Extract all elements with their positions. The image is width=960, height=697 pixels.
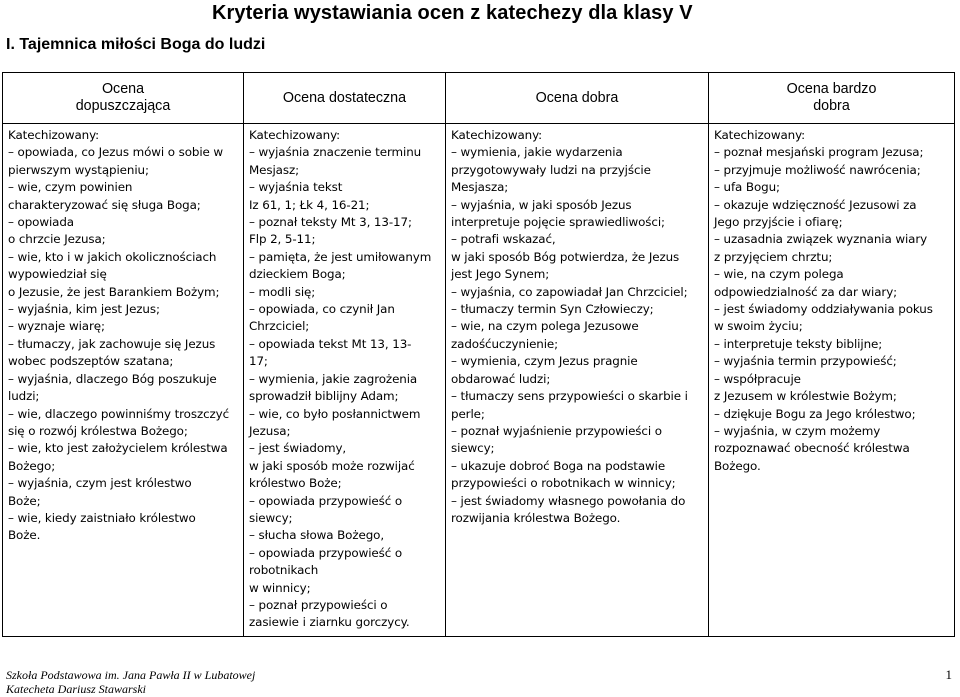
criteria-line: – wie, kiedy zaistniało królestwo [8, 510, 196, 525]
criteria-line: Katechizowany: [714, 128, 806, 142]
criteria-line: – wymienia, jakie zagrożenia [249, 371, 418, 386]
criteria-line: Bożego. [714, 458, 761, 473]
section-title: I. Tajemnica miłości Boga do ludzi [6, 36, 266, 53]
criteria-line: Boże. [8, 528, 41, 543]
criteria-line: 17; [249, 354, 268, 369]
criteria-line: Jego przyjście i ofiarę; [714, 215, 843, 230]
criteria-line: – tłumaczy termin Syn Człowieczy; [451, 302, 654, 317]
criteria-line: – potrafi wskazać, [451, 232, 556, 247]
criteria-line: o chrzcie Jezusa; [8, 232, 106, 247]
criteria-line: wobec podszeptów szatana; [8, 354, 174, 369]
header-grade-sufficient [3, 73, 244, 124]
criteria-line: w swoim życiu; [714, 319, 803, 334]
criteria-line: – opowiada tekst Mt 13, 13- [249, 336, 412, 351]
criteria-line: się o rozwój królestwa Bożego; [8, 423, 188, 438]
footer-school-name: Szkoła Podstawowa im. Jana Pawła II w Lubatowej [6, 668, 256, 682]
criteria-line: zadośćuczynienie; [451, 336, 559, 351]
criteria-line: – przyjmuje możliwość nawrócenia; [714, 162, 921, 177]
criteria-cell-good [446, 124, 709, 637]
criteria-line: Jezusa; [249, 423, 291, 438]
criteria-line: pierwszym wystąpieniu; [8, 162, 149, 177]
criteria-line: Bożego; [8, 458, 56, 473]
table-body-row [3, 124, 955, 637]
criteria-line: – słucha słowa Bożego, [249, 528, 385, 543]
table-header-row [3, 73, 955, 124]
criteria-line: – wie, kto jest założycielem królestwa [8, 441, 228, 456]
criteria-line: królestwo Boże; [249, 476, 342, 491]
criteria-line: w jaki sposób może rozwijać [249, 458, 415, 473]
criteria-line: ludzi; [8, 389, 40, 404]
criteria-line: Chrzciciel; [249, 319, 310, 334]
criteria-line: Katechizowany: [451, 128, 543, 142]
header-grade-satisfactory [244, 73, 446, 124]
criteria-line: robotnikach [249, 563, 319, 578]
criteria-line: – jest świadomy oddziaływania pokus [714, 302, 933, 317]
criteria-line: – uzasadnia związek wyznania wiary [714, 232, 928, 247]
criteria-line: przypowieści o robotnikach w winnicy; [451, 476, 676, 491]
criteria-line: – wyznaje wiarę; [8, 319, 105, 334]
criteria-line: – współpracuje [714, 371, 801, 386]
criteria-line: Flp 2, 5-11; [249, 232, 316, 247]
criteria-line: z przyjęciem chrztu; [714, 249, 833, 264]
criteria-line: w winnicy; [249, 580, 311, 595]
criteria-line: – wyjaśnia, dlaczego Bóg poszukuje [8, 371, 217, 386]
criteria-line: przygotowywały ludzi na przyjście [451, 162, 651, 177]
criteria-line: – tłumaczy, jak zachowuje się Jezus [8, 336, 216, 351]
criteria-line: odpowiedzialność za dar wiary; [714, 284, 898, 299]
criteria-line: – wie, na czym polega Jezusowe [451, 319, 639, 334]
criteria-line: – opowiada przypowieść o [249, 545, 403, 560]
page-number: 1 [945, 667, 952, 682]
criteria-line: – wyjaśnia termin przypowieść; [714, 354, 897, 369]
header-line: dobra [813, 98, 850, 114]
criteria-line: – jest świadomy własnego powołania do [451, 493, 686, 508]
criteria-line: – ukazuje dobroć Boga na podstawie [451, 458, 666, 473]
criteria-line: siewcy; [451, 441, 495, 456]
header-grade-very-good [709, 73, 955, 124]
header-line: Ocena dostateczna [282, 89, 407, 106]
criteria-line: – wie, co było posłannictwem [249, 406, 421, 421]
criteria-line: – wyjaśnia, w czym możemy [714, 423, 881, 438]
criteria-line: – wymienia, czym Jezus pragnie [451, 354, 638, 369]
criteria-line: – modli się; [249, 284, 316, 299]
criteria-line: – opowiada [8, 215, 74, 230]
criteria-line: – interpretuje teksty biblijne; [714, 336, 883, 351]
criteria-line: – wyjaśnia, co zapowiadał Jan Chrzciciel; [451, 284, 688, 299]
criteria-line: – poznał teksty Mt 3, 13-17; [249, 215, 412, 230]
criteria-line: – pamięta, że jest umiłowanym [249, 249, 432, 264]
criteria-line: w jaki sposób Bóg potwierdza, że Jezus [451, 249, 680, 264]
criteria-line: – wyjaśnia, kim jest Jezus; [8, 302, 160, 317]
criteria-line: perle; [451, 406, 485, 421]
criteria-line: – poznał wyjaśnienie przypowieści o [451, 423, 662, 438]
criteria-line: Boże; [8, 493, 41, 508]
criteria-line: Iz 61, 1; Łk 4, 16-21; [249, 197, 370, 212]
criteria-line: siewcy; [249, 510, 293, 525]
header-line: Ocena dobra [535, 89, 619, 106]
header-grade-good [446, 73, 709, 124]
criteria-line: sprowadził biblijny Adam; [249, 389, 399, 404]
criteria-cell-sufficient [3, 124, 244, 637]
grading-criteria-table [2, 72, 955, 637]
criteria-line: – ufa Bogu; [714, 180, 780, 195]
criteria-line: wypowiedział się [8, 267, 107, 282]
criteria-line: Katechizowany: [249, 128, 341, 142]
criteria-line: – poznał przypowieści o [249, 597, 388, 612]
document-title: Kryteria wystawiania ocen z katechezy dla klasy V [212, 2, 693, 24]
criteria-line: Katechizowany: [8, 128, 100, 142]
criteria-line: – opowiada, co czynił Jan [249, 302, 395, 317]
criteria-line: – wie, na czym polega [714, 267, 844, 282]
header-line: dopuszczająca [75, 98, 171, 114]
header-line: Ocena bardzo [786, 81, 877, 97]
criteria-line: – wyjaśnia, w jaki sposób Jezus [451, 197, 632, 212]
criteria-line: – wyjaśnia, czym jest królestwo [8, 476, 192, 491]
criteria-line: jest Jego Synem; [451, 267, 550, 282]
criteria-line: – jest świadomy, [249, 441, 347, 456]
criteria-line: obdarować ludzi; [451, 371, 551, 386]
criteria-line: – wie, czym powinien [8, 180, 133, 195]
criteria-line: – okazuje wdzięczność Jezusowi za [714, 197, 917, 212]
criteria-cell-satisfactory [244, 124, 446, 637]
criteria-cell-very-good [709, 124, 955, 637]
criteria-line: – wymienia, jakie wydarzenia [451, 145, 623, 160]
criteria-line: – opowiada, co Jezus mówi o sobie w [8, 145, 224, 160]
footer-author: Katecheta Dariusz Stawarski [6, 682, 146, 696]
criteria-line: z Jezusem w królestwie Bożym; [714, 389, 897, 404]
criteria-line: – poznał mesjański program Jezusa; [714, 145, 924, 160]
criteria-line: – tłumaczy sens przypowieści o skarbie i [451, 389, 688, 404]
criteria-line: – opowiada przypowieść o [249, 493, 403, 508]
criteria-line: interpretuje pojęcie sprawiedliwości; [451, 215, 665, 230]
criteria-line: – wie, kto i w jakich okolicznościach [8, 249, 217, 264]
criteria-line: rozwijania królestwa Bożego. [451, 510, 621, 525]
criteria-line: – wyjaśnia tekst [249, 180, 343, 195]
criteria-line: rozpoznawać obecność królestwa [714, 441, 910, 456]
header-line: Ocena [101, 81, 145, 97]
criteria-line: – wie, dlaczego powinniśmy troszczyć [8, 406, 230, 421]
criteria-line: – dziękuje Bogu za Jego królestwo; [714, 406, 916, 421]
criteria-line: o Jezusie, że jest Barankiem Bożym; [8, 284, 220, 299]
criteria-line: Mesjasz; [249, 162, 300, 177]
criteria-line: Mesjasza; [451, 180, 509, 195]
criteria-line: charakteryzować się sługa Boga; [8, 197, 201, 212]
criteria-line: dzieckiem Boga; [249, 267, 346, 282]
criteria-line: zasiewie i ziarnku gorczycy. [249, 615, 410, 630]
criteria-line: – wyjaśnia znaczenie terminu [249, 145, 422, 160]
